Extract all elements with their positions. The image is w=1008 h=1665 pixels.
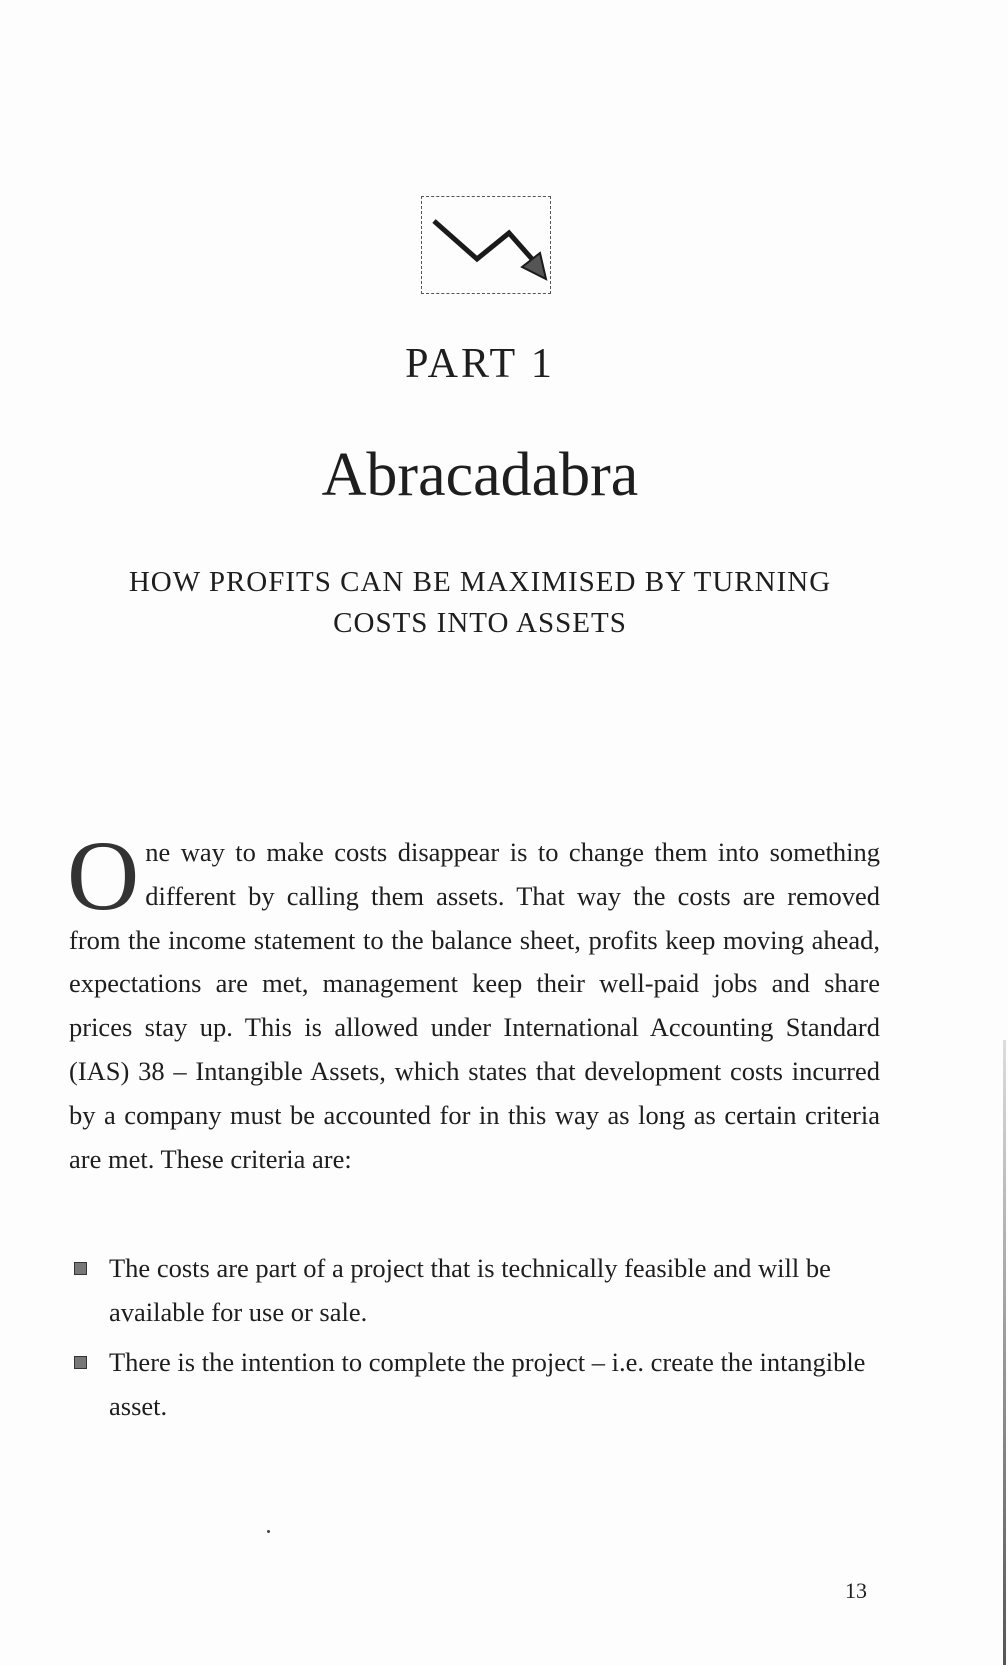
square-bullet-icon: [74, 1356, 87, 1369]
subtitle-line: HOW PROFITS CAN BE MAXIMISED BY TURNING: [128, 566, 832, 598]
page-number: 13: [845, 1578, 867, 1603]
list-item-text: The costs are part of a project that is technically feasible and will be available for use or sale.: [109, 1253, 831, 1327]
paragraph-text: ne way to make costs disappear is to change them into something different by calling them assets. That way the costs are removed from the income statement to the balance sheet, profits keep moving ahead, expectations are met, management keep their well-paid jobs and share prices stay up. This is allowed under International Accounting Standard (IAS) 38 – Intangible Assets, which states that development costs incurred by a company must be accounted for in this way as long as certain criteria are met. These criteria are:: [69, 837, 880, 1174]
subtitle-line: COSTS INTO ASSETS: [333, 607, 627, 639]
list-item: [74, 1246, 874, 1334]
downward-trend-arrow-icon: [421, 196, 551, 294]
part-label: PART 1: [405, 341, 555, 387]
square-bullet-icon: [74, 1262, 87, 1275]
body-paragraph: [67, 820, 880, 1181]
list-item-text: There is the intention to complete the project – i.e. create the intangible asset.: [109, 1347, 866, 1421]
chapter-title: Abracadabra: [321, 441, 639, 509]
page-edge: [1003, 1040, 1006, 1665]
drop-cap: O: [67, 820, 140, 931]
criteria-list: [74, 1246, 874, 1434]
speck: [267, 1530, 270, 1533]
chapter-subtitle: [80, 562, 880, 644]
list-item: [74, 1340, 874, 1428]
